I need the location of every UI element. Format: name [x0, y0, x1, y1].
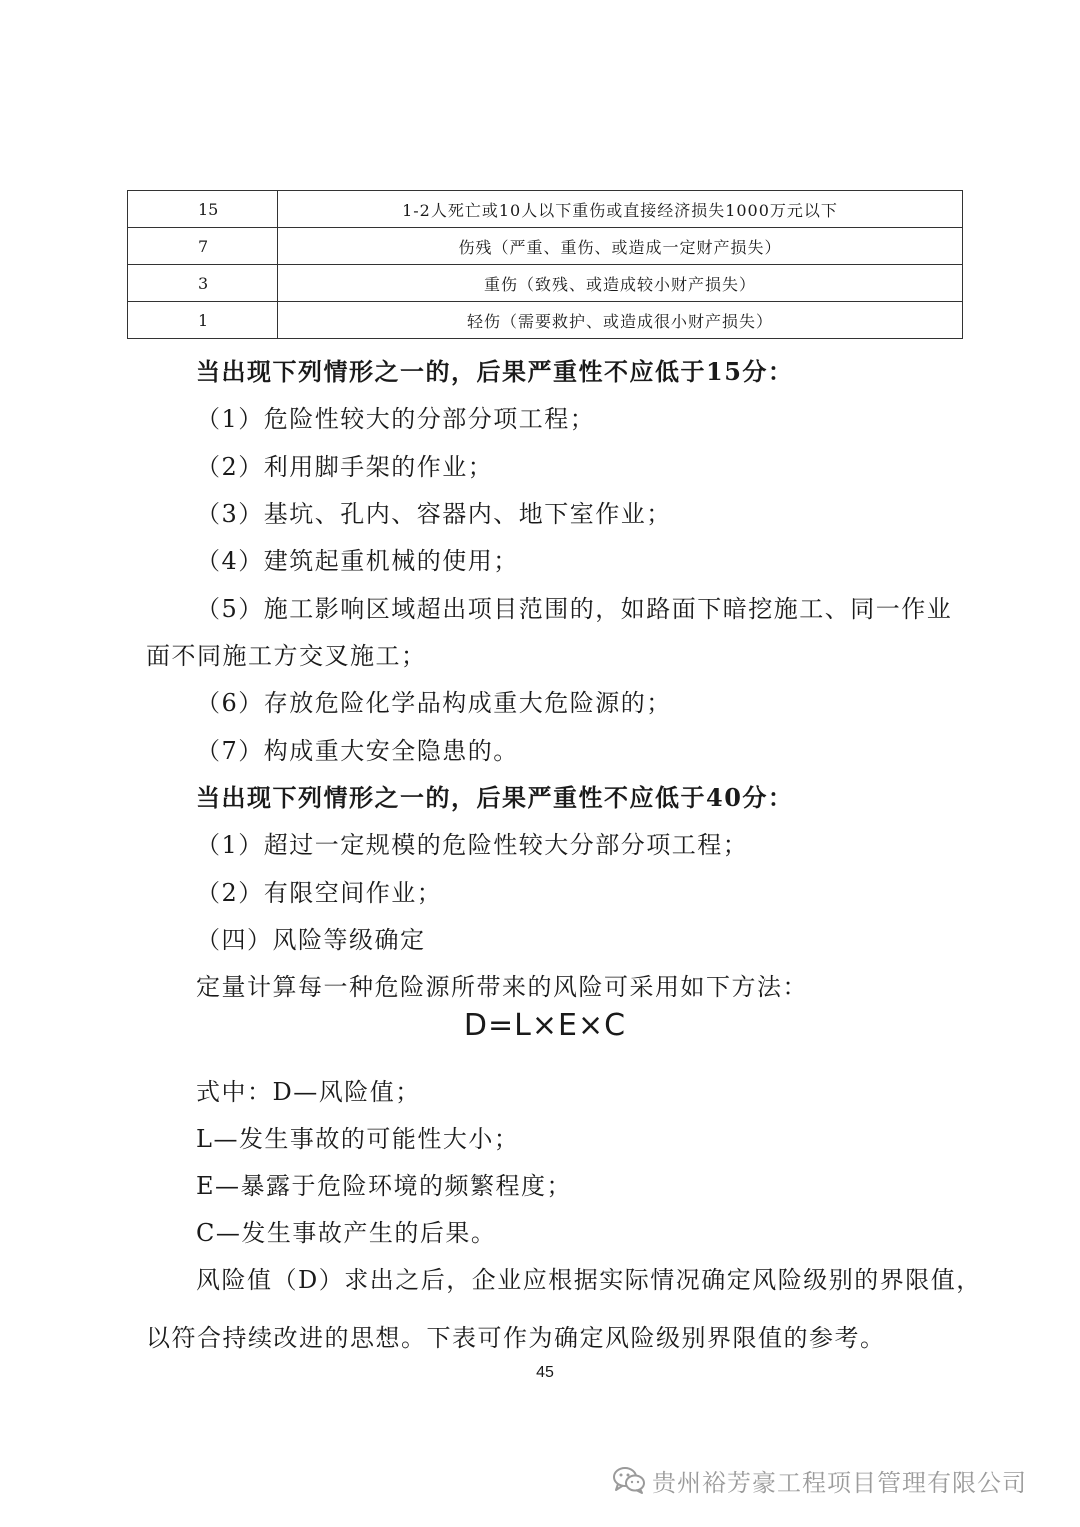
table-row [128, 191, 963, 228]
table-row [128, 265, 963, 302]
wechat-icon [612, 1465, 646, 1495]
watermark-text: 贵州裕芳豪工程项目管理有限公司 [652, 1468, 1027, 1497]
score-cell: 7 [128, 228, 278, 265]
definition-line: E—暴露于危险环境的频繁程度； [196, 1172, 573, 1200]
description-cell: 重伤（致残、或造成较小财产损失） [278, 265, 963, 302]
list-item: （1）超过一定规模的危险性较大分部分项工程； [196, 831, 749, 859]
watermark [612, 1460, 1027, 1500]
score-cell: 15 [128, 191, 278, 228]
description-cell: 伤残（严重、重伤、或造成一定财产损失） [278, 228, 963, 265]
definition-line: 式中：D—风险值； [196, 1078, 421, 1106]
definition-line: L—发生事故的可能性大小； [196, 1125, 520, 1153]
list-item: （6）存放危险化学品构成重大危险源的； [196, 689, 672, 717]
method-intro: 定量计算每一种危险源所带来的风险可采用如下方法： [196, 973, 808, 1001]
list-item: （4）建筑起重机械的使用； [196, 547, 519, 575]
severity-table [127, 190, 963, 339]
list-item: （2）有限空间作业； [196, 879, 443, 907]
list-item-continuation: 面不同施工方交叉施工； [146, 642, 427, 670]
list-item: （7）构成重大安全隐患的。 [196, 737, 519, 765]
conclusion-line: 风险值（D）求出之后，企业应根据实际情况确定风险级别的界限值， [196, 1266, 982, 1294]
list-item: （3）基坑、孔内、容器内、地下室作业； [196, 500, 672, 528]
score-cell: 3 [128, 265, 278, 302]
description-cell: 轻伤（需要救护、或造成很小财产损失） [278, 302, 963, 339]
page-number: 45 [536, 1364, 554, 1381]
section-15-heading: 当出现下列情形之一的，后果严重性不应低于15分： [196, 357, 794, 386]
section-40-heading: 当出现下列情形之一的，后果严重性不应低于40分： [196, 783, 794, 812]
table-row [128, 302, 963, 339]
list-item: （5）施工影响区域超出项目范围的，如路面下暗挖施工、同一作业 [196, 595, 953, 623]
list-item: （2）利用脚手架的作业； [196, 453, 494, 481]
risk-formula: D=L×E×C [463, 1008, 627, 1043]
score-cell: 1 [128, 302, 278, 339]
risk-level-heading: （四）风险等级确定 [196, 926, 426, 954]
list-item: （1）危险性较大的分部分项工程； [196, 405, 596, 433]
table-row [128, 228, 963, 265]
conclusion-line: 以符合持续改进的思想。下表可作为确定风险级别界限值的参考。 [146, 1324, 886, 1352]
definition-line: C—发生事故产生的后果。 [196, 1219, 497, 1247]
description-cell: 1-2人死亡或10人以下重伤或直接经济损失1000万元以下 [278, 191, 963, 228]
